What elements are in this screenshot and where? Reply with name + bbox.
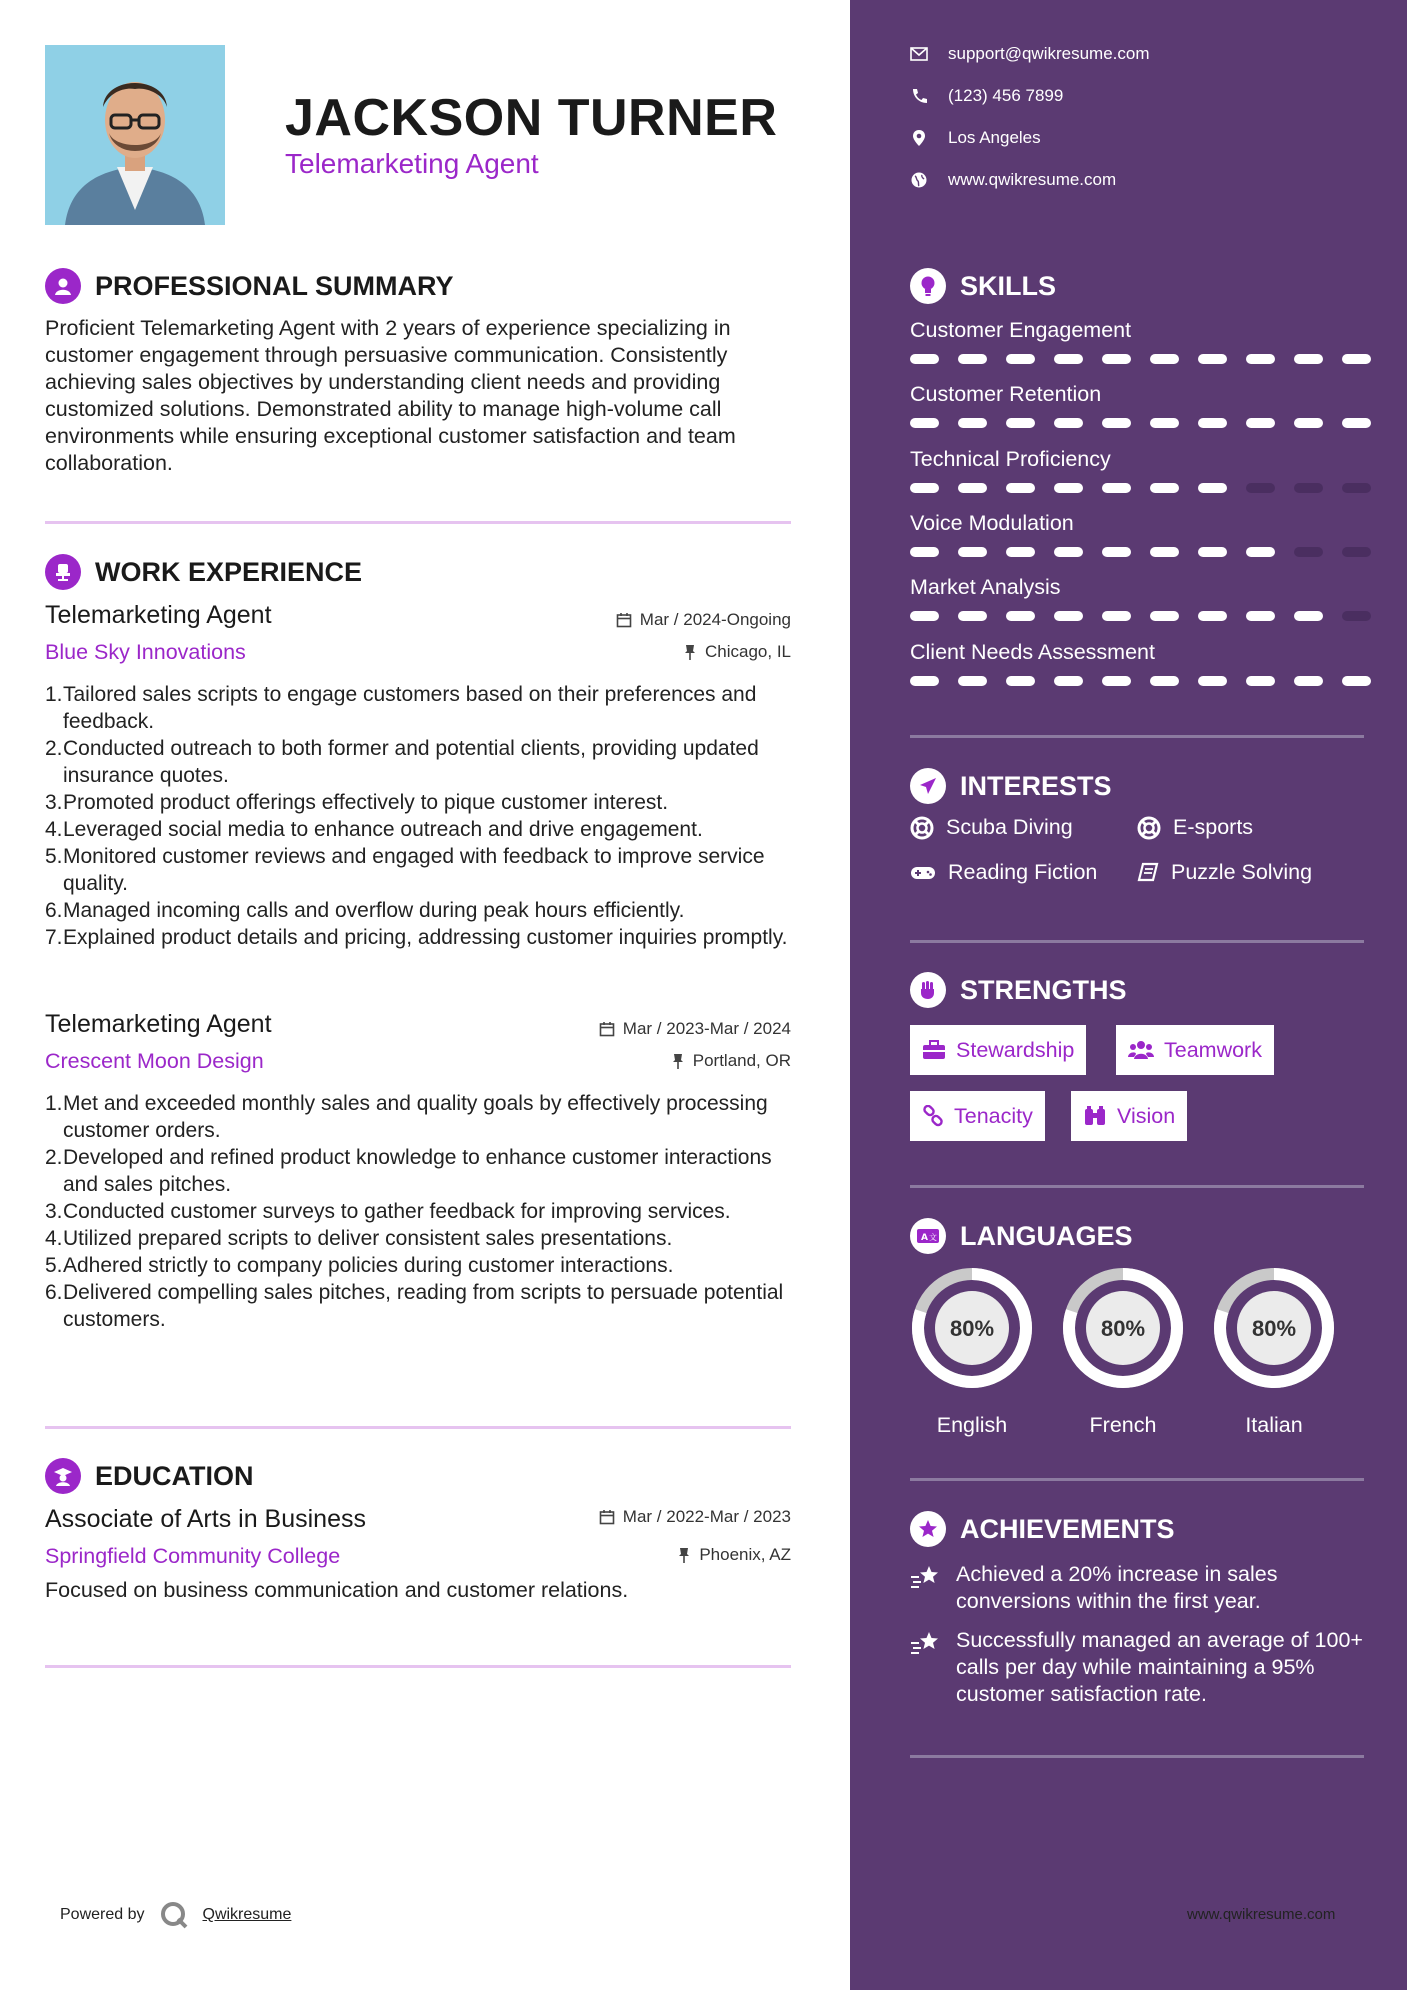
skill-rating	[910, 611, 1371, 621]
skill-rating-segment	[1054, 547, 1083, 557]
section-divider	[910, 735, 1364, 738]
graduate-icon	[45, 1458, 81, 1494]
contact-phone[interactable]: (123) 456 7899	[910, 86, 1063, 106]
language-progress-ring	[1061, 1266, 1185, 1390]
job-duties-list	[45, 681, 795, 951]
strengths-heading	[910, 972, 1127, 1008]
skill-rating-segment	[1342, 611, 1371, 621]
strength-chip: Vision	[1071, 1091, 1187, 1141]
interest-item: E-sports	[1137, 815, 1253, 840]
degree-title: Associate of Arts in Business	[45, 1505, 366, 1533]
translate-icon	[910, 1218, 946, 1254]
link-icon	[922, 1105, 944, 1127]
skill-rating	[910, 418, 1371, 428]
achievements-title: ACHIEVEMENTS	[960, 1513, 1175, 1544]
job-title: Telemarketing Agent	[45, 601, 272, 629]
contact-website[interactable]: www.qwikresume.com	[910, 170, 1116, 190]
skill-rating-segment	[1054, 483, 1083, 493]
briefcase-icon	[922, 1040, 946, 1060]
job-dates	[599, 1019, 791, 1039]
section-divider	[910, 1755, 1364, 1758]
skill-name: Client Needs Assessment	[910, 639, 1155, 664]
language-progress-ring	[1212, 1266, 1336, 1390]
fist-icon	[910, 972, 946, 1008]
skill-rating-segment	[1054, 611, 1083, 621]
skills-title: SKILLS	[960, 270, 1057, 301]
skill-rating-segment	[958, 418, 987, 428]
section-divider	[45, 1665, 791, 1668]
language-percent: 80%	[1251, 1316, 1297, 1341]
pushpin-icon	[677, 1547, 691, 1563]
language-percent: 80%	[1100, 1316, 1146, 1341]
skill-rating-segment	[1294, 418, 1323, 428]
skill-rating-segment	[958, 611, 987, 621]
education-location-text: Phoenix, AZ	[699, 1545, 791, 1564]
language-name: English	[936, 1413, 1008, 1437]
lifebuoy-icon	[910, 816, 934, 840]
list-item: 2. Developed and refined product knowledge to enhance customer interactions and sales pitches.	[45, 1146, 772, 1196]
skill-rating-segment	[1198, 418, 1227, 428]
skill-rating-segment	[1198, 676, 1227, 686]
lifebuoy-icon	[1137, 816, 1161, 840]
svg-text:文: 文	[929, 1233, 937, 1242]
star-badge-icon	[910, 1511, 946, 1547]
skill-rating-segment	[1198, 547, 1227, 557]
job-location-text: Portland, OR	[692, 1051, 791, 1070]
strength-chip: Tenacity	[910, 1091, 1045, 1141]
education-dates	[599, 1507, 791, 1527]
skill-rating-segment	[1150, 547, 1179, 557]
paper-plane-icon	[910, 768, 946, 804]
job-dates-text: Mar / 2024-Ongoing	[639, 610, 791, 629]
skill-rating-segment	[910, 676, 939, 686]
skill-rating-segment	[1054, 354, 1083, 364]
summary-text: Proficient Telemarketing Agent with 2 years of experience specializing in customer engagement through persuasive communication. Consistently achieving sales objectives by understanding client needs and providing customized solutions. Demonstrated ability to manage high-volume call environments while ensuring exceptional customer satisfaction and team collaboration.	[45, 316, 736, 475]
section-divider	[910, 940, 1364, 943]
skill-rating-segment	[1054, 676, 1083, 686]
skill-rating-segment	[910, 354, 939, 364]
skill-rating-segment	[958, 483, 987, 493]
interest-item: Scuba Diving	[910, 815, 1073, 840]
user-icon	[45, 268, 81, 304]
shooting-star-icon	[910, 1563, 942, 1591]
footer-website[interactable]: www.qwikresume.com	[1187, 1906, 1336, 1923]
languages-title: LANGUAGES	[960, 1220, 1133, 1251]
skill-rating-segment	[1294, 611, 1323, 621]
list-item: 3. Conducted customer surveys to gather feedback for improving services.	[45, 1200, 731, 1223]
location-pin-icon	[910, 129, 928, 147]
qwikresume-link[interactable]: Qwikresume	[202, 1906, 292, 1923]
pushpin-icon	[683, 644, 697, 660]
language-item	[910, 1266, 1034, 1438]
phone-icon	[910, 88, 928, 104]
book-icon	[1137, 862, 1159, 884]
company-name: Blue Sky Innovations	[45, 640, 246, 664]
job-location	[671, 1051, 791, 1071]
list-item: 1. Tailored sales scripts to engage customers based on their preferences and feedback.	[45, 683, 757, 733]
experience-title: WORK EXPERIENCE	[95, 556, 363, 587]
skill-rating-segment	[1246, 483, 1275, 493]
skill-rating	[910, 547, 1371, 557]
skill-rating-segment	[1246, 418, 1275, 428]
chair-icon	[45, 554, 81, 590]
skill-rating-segment	[1246, 611, 1275, 621]
list-item: 3. Promoted product offerings effectively to pique customer interest.	[45, 791, 669, 814]
job-dates-text: Mar / 2023-Mar / 2024	[622, 1019, 791, 1038]
job-title: Telemarketing Agent	[45, 1010, 272, 1038]
powered-by-label: Powered by	[60, 1906, 145, 1923]
summary-title: PROFESSIONAL SUMMARY	[95, 270, 454, 301]
lightbulb-icon	[910, 268, 946, 304]
svg-text:A: A	[921, 1233, 928, 1243]
list-item: 4. Utilized prepared scripts to deliver consistent sales presentations.	[45, 1227, 673, 1250]
skill-rating-segment	[1198, 354, 1227, 364]
skill-rating-segment	[1150, 354, 1179, 364]
skill-rating-segment	[958, 354, 987, 364]
job-location	[683, 642, 791, 662]
shooting-star-icon	[910, 1629, 942, 1657]
skill-rating-segment	[1102, 418, 1131, 428]
language-item	[1061, 1266, 1185, 1438]
skill-rating-segment	[910, 611, 939, 621]
interests-heading	[910, 768, 1112, 804]
skill-name: Market Analysis	[910, 575, 1061, 600]
profile-photo	[45, 45, 225, 225]
skill-rating-segment	[1342, 483, 1371, 493]
skill-rating-segment	[1102, 611, 1131, 621]
interests-title: INTERESTS	[960, 770, 1112, 801]
skill-rating-segment	[1102, 547, 1131, 557]
contact-email[interactable]: support@qwikresume.com	[910, 44, 1150, 64]
education-description: Focused on business communication and customer relations.	[45, 1578, 629, 1602]
interest-item: Reading Fiction	[910, 860, 1097, 885]
language-name: French	[1089, 1413, 1157, 1437]
section-divider	[45, 1426, 791, 1429]
skill-rating-segment	[1198, 611, 1227, 621]
languages-heading	[910, 1218, 1133, 1254]
skill-rating-segment	[1294, 676, 1323, 686]
list-item: 2. Conducted outreach to both former and potential clients, providing updated insurance quotes.	[45, 737, 759, 787]
education-heading	[45, 1458, 254, 1494]
list-item: 7. Explained product details and pricing, addressing customer inquiries promptly.	[45, 926, 788, 949]
skill-rating-segment	[1150, 483, 1179, 493]
education-title: EDUCATION	[95, 1460, 254, 1491]
skill-rating-segment	[1006, 547, 1035, 557]
list-item: 5. Monitored customer reviews and engaged with feedback to improve service quality.	[45, 845, 765, 895]
skill-rating-segment	[958, 676, 987, 686]
section-divider	[45, 521, 791, 524]
skill-rating-segment	[1246, 676, 1275, 686]
skill-rating-segment	[1006, 483, 1035, 493]
skill-rating-segment	[1150, 676, 1179, 686]
qwikresume-logo-icon	[159, 1900, 189, 1930]
list-item: 6. Delivered compelling sales pitches, reading from scripts to persuade potential customers.	[45, 1281, 784, 1331]
skill-name: Customer Engagement	[910, 318, 1132, 342]
education-dates-text: Mar / 2022-Mar / 2023	[622, 1507, 791, 1526]
job-location-text: Chicago, IL	[705, 642, 791, 661]
achievement-item: Achieved a 20% increase in sales conversions within the first year.	[910, 1561, 1370, 1615]
education-location	[677, 1545, 791, 1565]
section-divider	[910, 1478, 1364, 1481]
skill-rating-segment	[1006, 418, 1035, 428]
skill-rating-segment	[1150, 418, 1179, 428]
skill-rating-segment	[1342, 547, 1371, 557]
globe-icon	[910, 171, 928, 189]
strength-chip: Teamwork	[1116, 1025, 1274, 1075]
language-name: Italian	[1245, 1413, 1303, 1437]
list-item: 1. Met and exceeded monthly sales and quality goals by effectively processing customer orders.	[45, 1092, 768, 1142]
summary-heading	[45, 268, 454, 304]
list-item: 6. Managed incoming calls and overflow during peak hours efficiently.	[45, 899, 685, 922]
skill-rating-segment	[1342, 354, 1371, 364]
strength-chip: Stewardship	[910, 1025, 1086, 1075]
job-duties-list	[45, 1090, 795, 1333]
company-name: Crescent Moon Design	[45, 1049, 264, 1073]
calendar-icon	[616, 612, 632, 628]
skill-rating-segment	[1102, 676, 1131, 686]
skill-rating-segment	[1102, 354, 1131, 364]
skill-rating-segment	[1294, 547, 1323, 557]
users-icon	[1128, 1040, 1154, 1060]
achievements-heading	[910, 1511, 1175, 1547]
skill-rating-segment	[1150, 611, 1179, 621]
skill-rating-segment	[1198, 483, 1227, 493]
skill-rating-segment	[1054, 418, 1083, 428]
skill-rating-segment	[1102, 483, 1131, 493]
achievement-item: Successfully managed an average of 100+ calls per day while maintaining a 95% customer satisfaction rate.	[910, 1627, 1370, 1708]
skill-rating	[910, 483, 1371, 493]
skill-rating-segment	[1006, 611, 1035, 621]
skill-rating	[910, 354, 1371, 364]
skill-rating-segment	[1294, 354, 1323, 364]
strengths-title: STRENGTHS	[960, 974, 1127, 1005]
skill-rating-segment	[1006, 354, 1035, 364]
language-percent: 80%	[949, 1316, 995, 1341]
skill-rating-segment	[1342, 676, 1371, 686]
gamepad-icon	[910, 864, 936, 882]
skill-rating-segment	[1342, 418, 1371, 428]
powered-by	[60, 1900, 291, 1930]
skill-rating-segment	[1246, 354, 1275, 364]
skill-rating-segment	[1006, 676, 1035, 686]
section-divider	[910, 1185, 1364, 1188]
list-item: 5. Adhered strictly to company policies during customer interactions.	[45, 1254, 674, 1277]
calendar-icon	[599, 1021, 615, 1037]
skill-name: Technical Proficiency	[910, 446, 1111, 471]
binoculars-icon	[1083, 1105, 1107, 1127]
list-item: 4. Leveraged social media to enhance outreach and drive engagement.	[45, 818, 703, 841]
pushpin-icon	[671, 1053, 685, 1069]
school-name: Springfield Community College	[45, 1544, 341, 1568]
experience-heading	[45, 554, 362, 590]
skill-rating-segment	[910, 547, 939, 557]
skill-rating-segment	[910, 418, 939, 428]
job-dates	[616, 610, 791, 630]
language-item	[1212, 1266, 1336, 1438]
calendar-icon	[599, 1509, 615, 1525]
contact-location: Los Angeles	[910, 128, 1041, 148]
language-progress-ring	[910, 1266, 1034, 1390]
skill-name: Voice Modulation	[910, 510, 1074, 535]
skill-rating-segment	[910, 483, 939, 493]
interest-item: Puzzle Solving	[1137, 860, 1312, 885]
candidate-role: Telemarketing Agent	[285, 148, 539, 179]
envelope-icon	[910, 47, 928, 61]
candidate-name: JACKSON TURNER	[285, 89, 778, 147]
skill-name: Customer Retention	[910, 382, 1102, 407]
skill-rating-segment	[1294, 483, 1323, 493]
skill-rating-segment	[1246, 547, 1275, 557]
skill-rating-segment	[958, 547, 987, 557]
skills-heading	[910, 268, 1056, 304]
skill-rating	[910, 676, 1371, 686]
